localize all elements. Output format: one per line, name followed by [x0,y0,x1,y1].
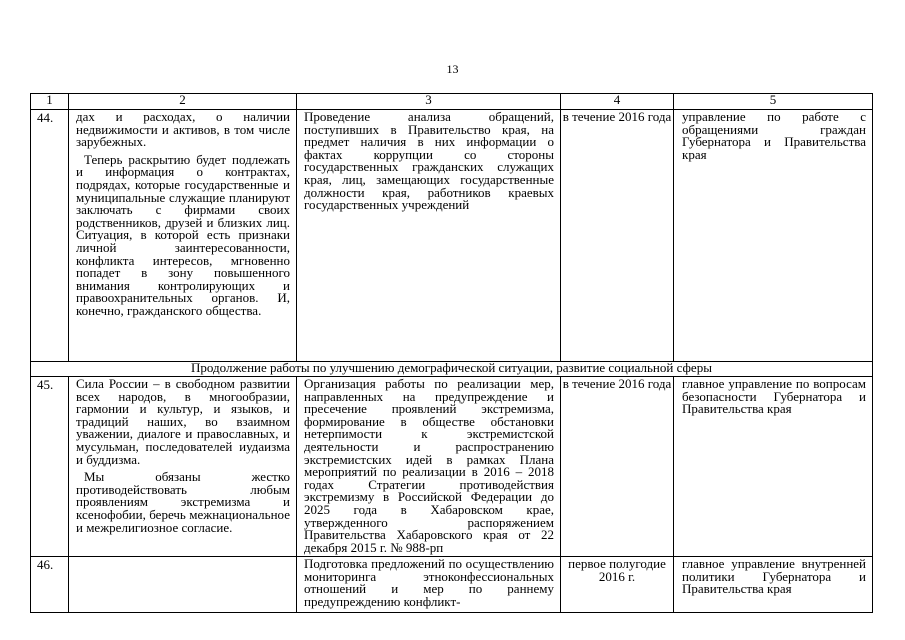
responsible-cell: главное управление по вопросам безопасности Губернатора и Правительства края [674,377,873,557]
row-number: 46. [31,557,69,613]
statement-cell [69,557,297,613]
row-number: 45. [31,377,69,557]
measure-cell [297,557,561,613]
measure-text: Подготовка предложений по осуществлению мониторинга этноконфессиональных отношений и мер по раннему предупреждению конфликт- [304,556,554,609]
section-row [31,362,873,377]
deadline-cell: первое полугодие 2016 г. [561,557,674,613]
measures-table [30,93,873,613]
measure-cell [297,110,561,362]
deadline-cell: в течение 2016 года [561,377,674,557]
table-header-row [31,94,873,110]
header-col-2: 2 [69,94,297,110]
header-col-5: 5 [674,94,873,110]
measure-text: Проведение анализа обращений, поступивших в Правительство края, на предмет наличия в них информации о фактах коррупции со стороны государственных гражданских служащих края, лиц, замещающих государственные должности края, работников краевых государственных учреждений [304,109,554,213]
statement-paragraph: Сила России – в свободном развитии всех народов, в многообразии, гармонии и культур, и языков, и традиций наших, во взаимном уважении, диалоге и православных, и мусульман, последователей иудаизма и буддизма. [76,376,290,467]
statement-cell [69,377,297,557]
measure-cell [297,377,561,557]
deadline-cell: в течение 2016 года [561,110,674,362]
responsible-cell: управление по работе с обращениями граждан Губернатора и Правительства края [674,110,873,362]
statement-cell [69,110,297,362]
header-col-1: 1 [31,94,69,110]
table-row [31,110,873,362]
header-col-4: 4 [561,94,674,110]
statement-paragraph: Теперь раскрытию будет подлежать и информация о контрактах, подрядах, которые государственные и муниципальные служащие планируют заключать с фирмами своих родственников, друзей и близких лиц. Ситуация, в которой есть признаки личной заинтересованности, конфликта интересов, мгновенно попадет в зону повышенного внимания контролирующих и правоохранительных органов. И, конечно, гражданского общества. [76,151,290,318]
row-number: 44. [31,110,69,362]
statement-paragraph: дах и расходах, о наличии недвижимости и активов, в том числе зарубежных. [76,109,290,150]
statement-paragraph: Мы обязаны жестко противодействовать любым проявлениям экстремизма и ксенофобии, беречь межнациональное и межрелигиозное согласие. [76,469,290,535]
page-number: 13 [446,62,459,76]
measure-text: Организация работы по реализации мер, направленных на предупреждение и пресечение проявлений экстремизма, формирование в обществе обстановки нетерпимости к экстремистской деятельности и распространению экстремистских идей в рамках Плана мероприятий по реализации в 2016 – 2018 годах Стратегии противодействия экстремизму в Российской Федерации до 2025 года в Хабаровском крае, утвержденного распоряжением Правительства Хабаровского края от 22 декабря 2015 г. № 988-рп [304,376,554,555]
responsible-cell: главное управление внутренней политики Губернатора и Правительства края [674,557,873,613]
table-row [31,377,873,557]
header-col-3: 3 [297,94,561,110]
table-row [31,557,873,613]
section-title: Продолжение работы по улучшению демографической ситуации, развитие социальной сферы [31,362,873,377]
